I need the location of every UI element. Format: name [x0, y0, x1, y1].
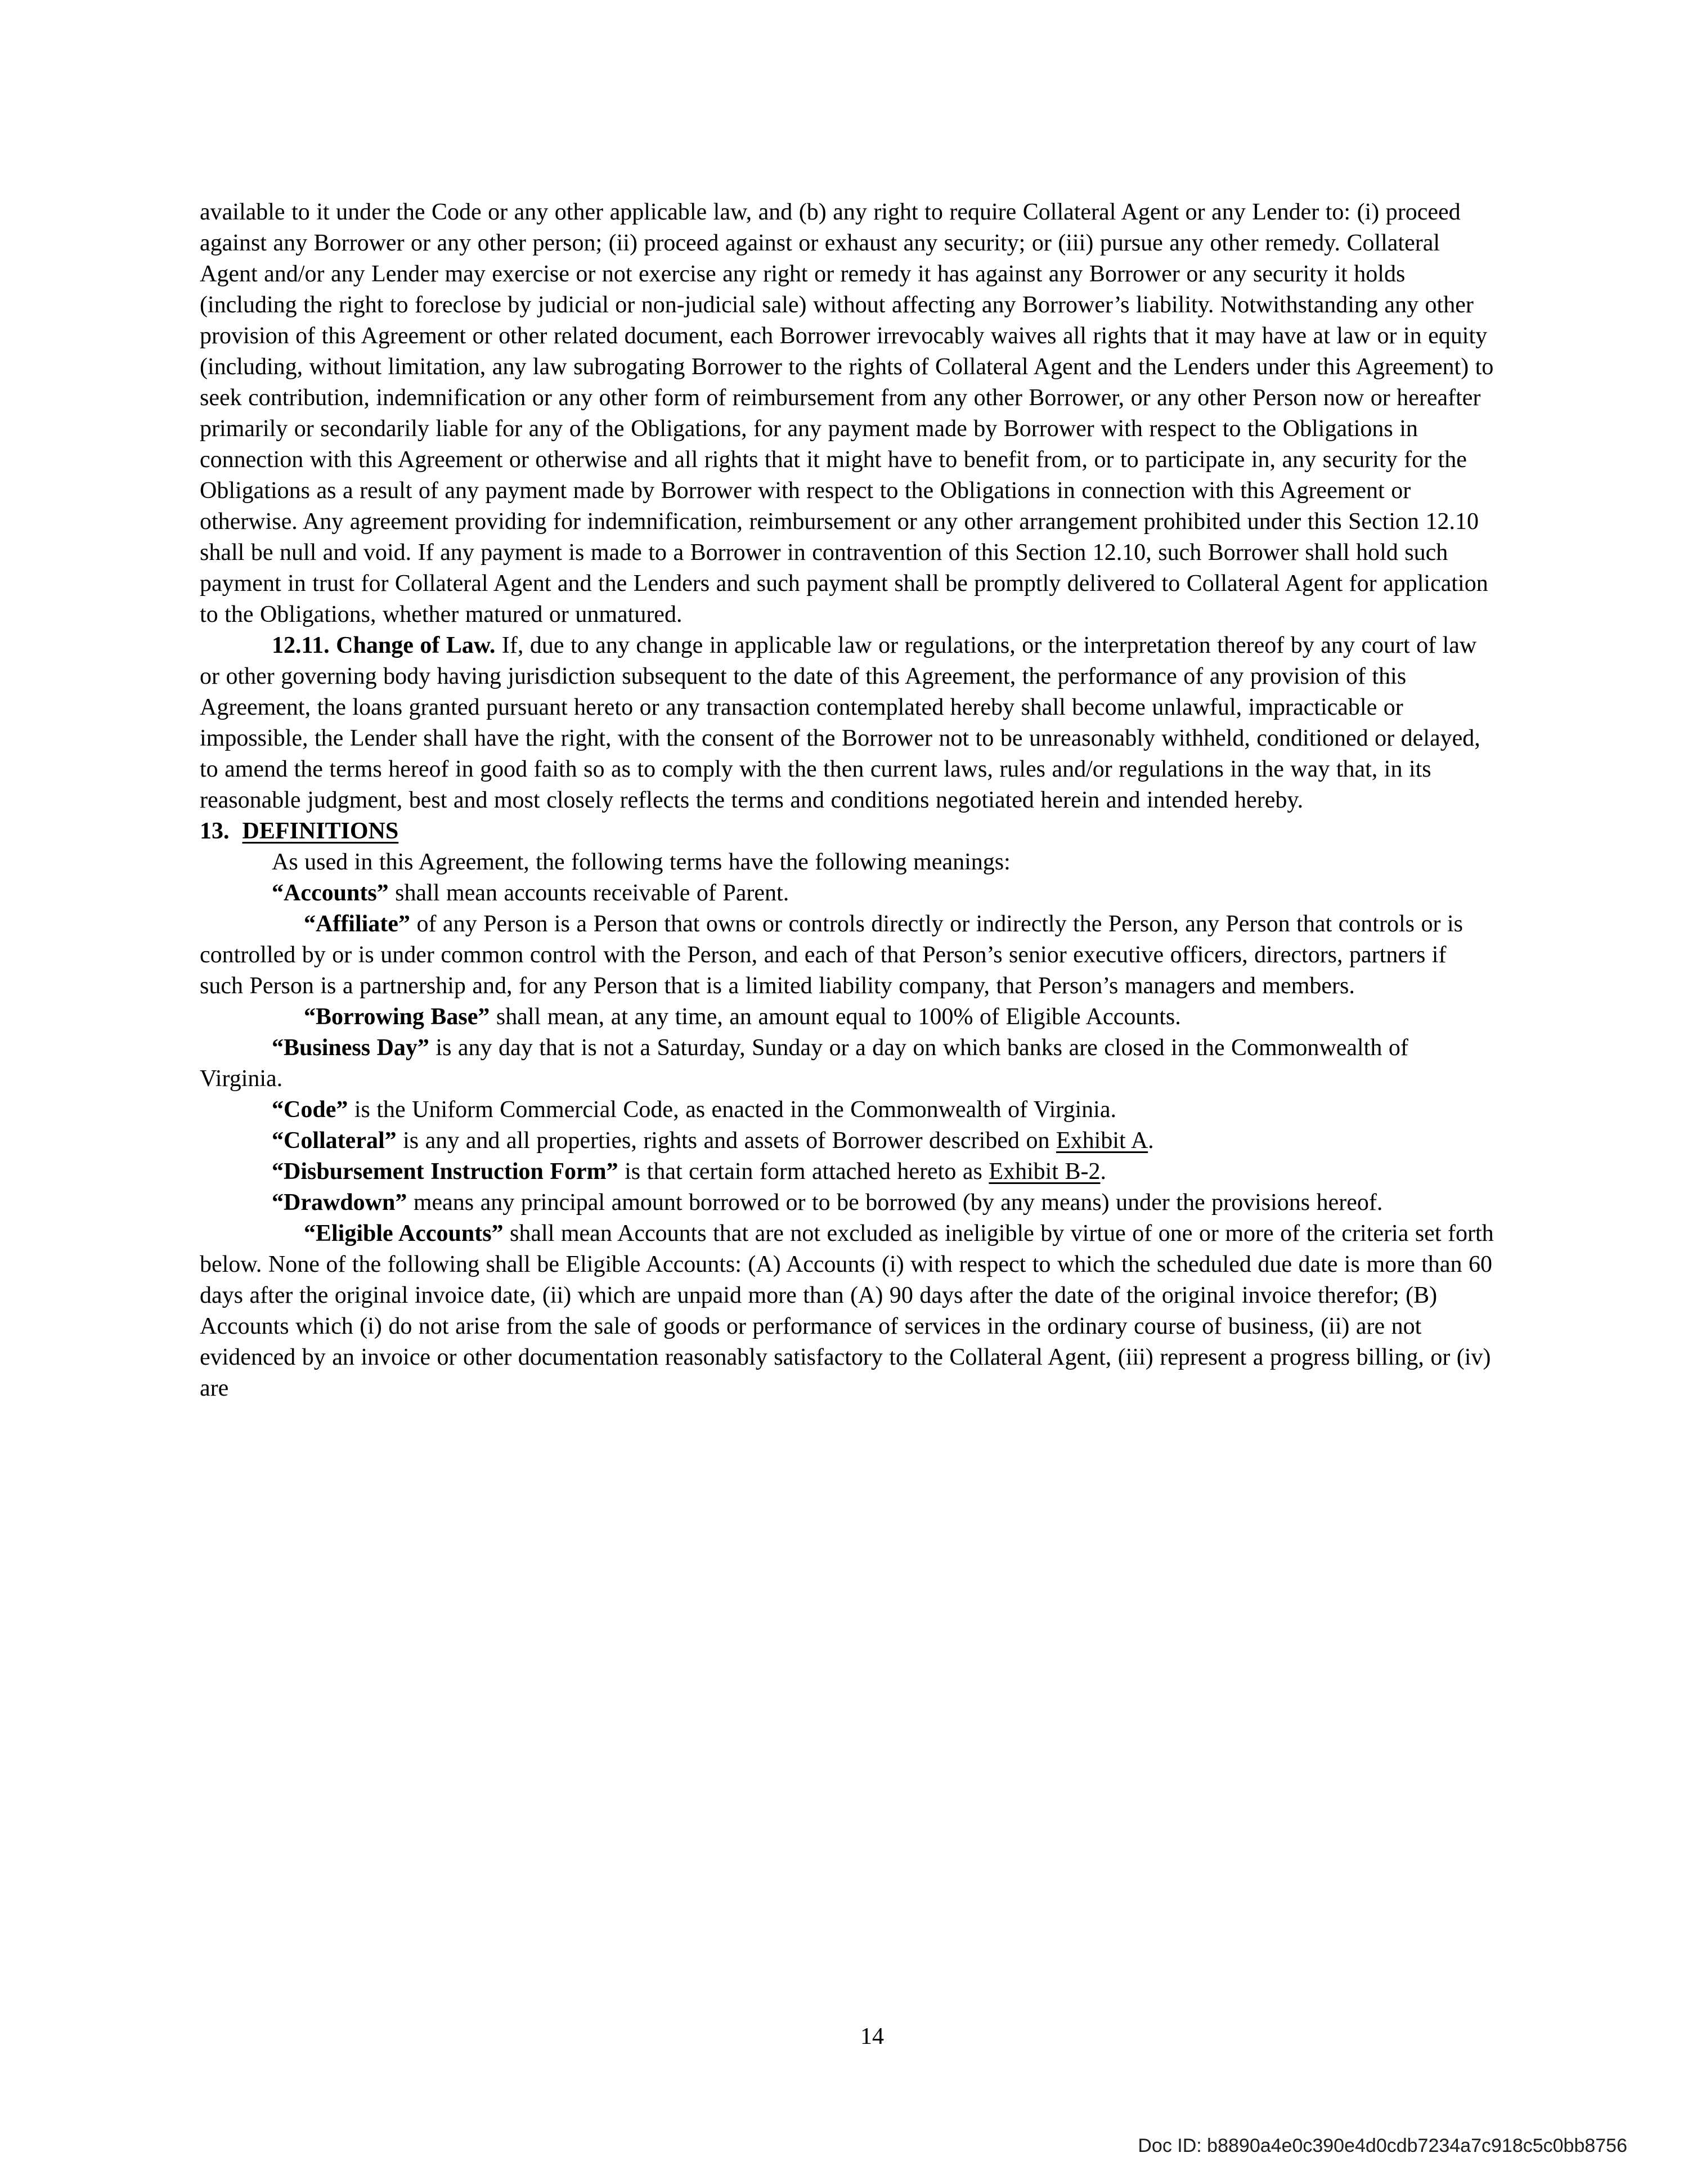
definition-eligible-accounts	[200, 1218, 1494, 1404]
defined-term: “Borrowing Base”	[304, 1004, 490, 1030]
defined-term: 12.11. Change of Law.	[272, 633, 496, 658]
text-run: available to it under the Code or any other applicable law, and (b) any right to require Collateral Agent or any Lender to: (i) proceed against any Borrower or any other person; (ii) proceed against or exhaust any security; or (iii) pursue any other remedy. Collateral Agent and/or any Lender may exercise or not exercise any right or remedy it has against any Borrower or any security it holds (including the right to foreclose by judicial or non-judicial sale) without affecting any Borrower’s liability. Notwithstanding any other provision of this Agreement or other related document, each Borrower irrevocably waives all rights that it may have at law or in equity (including, without limitation, any law subrogating Borrower to the rights of Collateral Agent and the Lenders under this Agreement) to seek contribution, indemnification or any other form of reimbursement from any other Borrower, or any other Person now or hereafter primarily or secondarily liable for any of the Obligations, for any payment made by Borrower with respect to the Obligations in connection with this Agreement or otherwise and all rights that it might have to benefit from, or to participate in, any security for the Obligations as a result of any payment made by Borrower with respect to the Obligations in connection with this Agreement or otherwise. Any agreement providing for indemnification, reimbursement or any other arrangement prohibited under this Section 12.10 shall be null and void. If any payment is made to a Borrower in contravention of this Section 12.10, such Borrower shall hold such payment in trust for Collateral Agent and the Lenders and such payment shall be promptly delivered to Collateral Agent for application to the Obligations, whether matured or unmatured.	[200, 199, 1494, 627]
text-run: is the Uniform Commercial Code, as enacted in the Commonwealth of Virginia.	[348, 1097, 1116, 1123]
text-run: .	[1100, 1159, 1107, 1185]
definition-accounts	[200, 878, 1494, 909]
paragraph-12-10-continuation	[200, 197, 1494, 630]
heading-13-definitions	[200, 816, 1494, 847]
text-run: is any and all properties, rights and assets of Borrower described on	[396, 1128, 1056, 1154]
defined-term: “Disbursement Instruction Form”	[272, 1159, 618, 1185]
text-run: .	[1148, 1128, 1154, 1154]
definition-drawdown	[200, 1187, 1494, 1218]
paragraph-12-11-change-of-law	[200, 630, 1494, 816]
definition-collateral	[200, 1125, 1494, 1156]
text-run: If, due to any change in applicable law or regulations, or the interpretation thereof by any court of law or other governing body having jurisdiction subsequent to the date of this Agreement, the performance of any provision of this Agreement, the loans granted pursuant hereto or any transaction contemplated hereby shall become unlawful, impracticable or impossible, the Lender shall have the right, with the consent of the Borrower not to be unreasonably withheld, conditioned or delayed, to amend the terms hereof in good faith so as to comply with the then current laws, rules and/or regulations in the way that, in its reasonable judgment, best and most closely reflects the terms and conditions negotiated herein and intended hereby.	[200, 633, 1480, 813]
text-run: As used in this Agreement, the following terms have the following meanings:	[272, 849, 1011, 875]
document-body	[200, 197, 1494, 1404]
underlined-reference: Exhibit A	[1056, 1128, 1148, 1154]
definition-borrowing-base	[200, 1002, 1494, 1033]
text-run: shall mean, at any time, an amount equal to 100% of Eligible Accounts.	[490, 1004, 1181, 1030]
text-run: is that certain form attached hereto as	[618, 1159, 989, 1185]
definition-disbursement-instruction-form	[200, 1156, 1494, 1187]
doc-id: Doc ID: b8890a4e0c390e4d0cdb7234a7c918c5c0bb8756	[1138, 2135, 1627, 2156]
text-run: means any principal amount borrowed or to be borrowed (by any means) under the provisions hereof.	[407, 1190, 1383, 1216]
page-number: 14	[860, 2024, 884, 2050]
defined-term: “Business Day”	[272, 1035, 429, 1061]
definition-business-day	[200, 1033, 1494, 1095]
defined-term: “Code”	[272, 1097, 348, 1123]
defined-term: “Affiliate”	[304, 911, 410, 937]
text-run: shall mean Accounts that are not excluded as ineligible by virtue of one or more of the criteria set forth below. None of the following shall be Eligible Accounts: (A) Accounts (i) with respect to which the scheduled due date is more than 60 days after the original invoice date, (ii) which are unpaid more than (A) 90 days after the date of the original invoice therefor; (B) Accounts which (i) do not arise from the sale of goods or performance of services in the ordinary course of business, (ii) are not evidenced by an invoice or other documentation reasonably satisfactory to the Collateral Agent, (iii) represent a progress billing, or (iv) are	[200, 1221, 1494, 1401]
defined-term: DEFINITIONS	[242, 818, 399, 844]
text-run: shall mean accounts receivable of Parent.	[388, 880, 789, 906]
underlined-reference: Exhibit B-2	[989, 1159, 1101, 1185]
defined-term: “Collateral”	[272, 1128, 397, 1154]
text-run: is any day that is not a Saturday, Sunday or a day on which banks are closed in the Commonwealth of Virginia.	[200, 1035, 1408, 1092]
defined-term: “Accounts”	[272, 880, 389, 906]
defined-term: “Eligible Accounts”	[304, 1221, 504, 1246]
text-run: of any Person is a Person that owns or controls directly or indirectly the Person, any Person that controls or is controlled by or is under common control with the Person, and each of that Person’s senior executive officers, directors, partners if such Person is a partnership and, for any Person that is a limited liability company, that Person’s managers and members.	[200, 911, 1463, 999]
paragraph-definitions-intro	[200, 847, 1494, 878]
definition-code	[200, 1095, 1494, 1125]
defined-term: 13.	[200, 818, 243, 844]
defined-term: “Drawdown”	[272, 1190, 407, 1216]
definition-affiliate	[200, 909, 1494, 1002]
